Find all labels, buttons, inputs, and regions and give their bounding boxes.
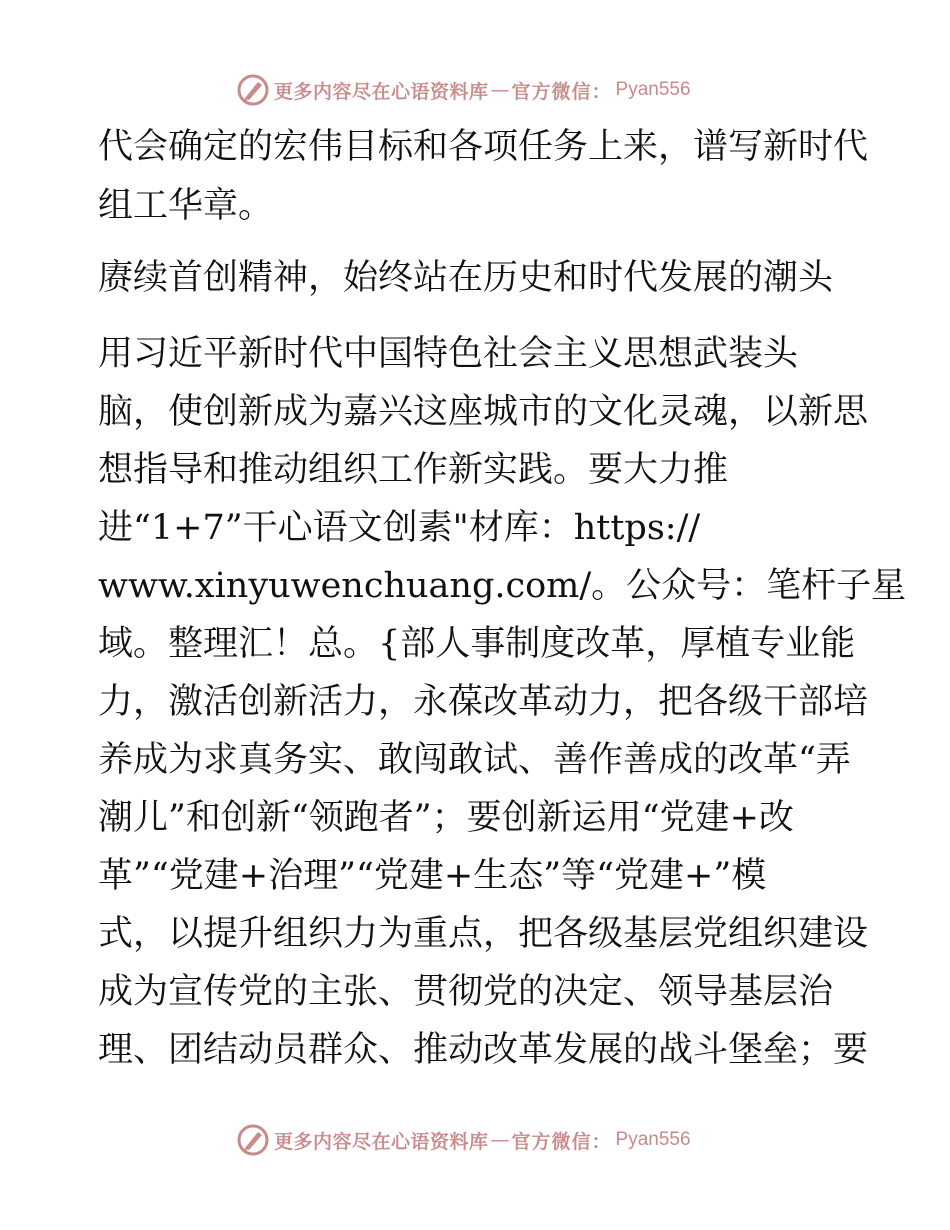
watermark-wechat-label: 官方微信： [511,80,612,103]
watermark-footer [236,1122,691,1158]
watermark-header [236,72,691,108]
body-line: 域。整理汇！总。{部人事制度改革，厚植专业能 [98,624,856,664]
body-line: 养成为求真务实、敢闯敢试、善作善成的改革“弄 [98,740,851,780]
watermark-wechat-label: 官方微信： [511,1130,612,1153]
quill-pen-logo-icon [236,1123,270,1157]
watermark-wechat-id: Pyan556 [615,1129,691,1150]
body-line: 进“1+7”干心语文创素"材库：https:// [98,508,701,548]
body-line: 脑，使创新成为嘉兴这座城市的文化灵魂，以新思 [98,392,869,432]
watermark-separator: — [490,1129,510,1151]
body-line: 力，激活创新活力，永葆改革动力，把各级干部培 [98,682,869,722]
watermark-brand: 更多内容尽在心语资料库 [274,80,489,103]
body-line: 潮儿”和创新“领跑者”；要创新运用“党建+改 [98,798,794,838]
body-line: 想指导和推动组织工作新实践。要大力推 [98,450,729,490]
watermark-wechat-id: Pyan556 [615,79,691,100]
body-line: 革”“党建+治理”“党建+生态”等“党建+”模 [98,856,767,896]
body-line: 成为宣传党的主张、贯彻党的决定、领导基层治 [98,972,834,1012]
body-line: 用习近平新时代中国特色社会主义思想武装头 [98,334,799,374]
watermark-separator: — [490,79,510,101]
section-heading: 赓续首创精神，始终站在历史和时代发展的潮头 [98,258,834,298]
watermark-brand: 更多内容尽在心语资料库 [274,1130,489,1153]
body-line: 组工华章。 [98,186,274,226]
body-line-url: www.xinyuwenchuang.com/。公众号：笔杆子星 [98,566,907,606]
body-line: 式，以提升组织力为重点，把各级基层党组织建设 [98,914,869,954]
quill-pen-logo-icon [236,73,270,107]
body-line: 代会确定的宏伟目标和各项任务上来，谱写新时代 [98,127,869,167]
body-line: 理、团结动员群众、推动改革发展的战斗堡垒；要 [98,1030,869,1070]
